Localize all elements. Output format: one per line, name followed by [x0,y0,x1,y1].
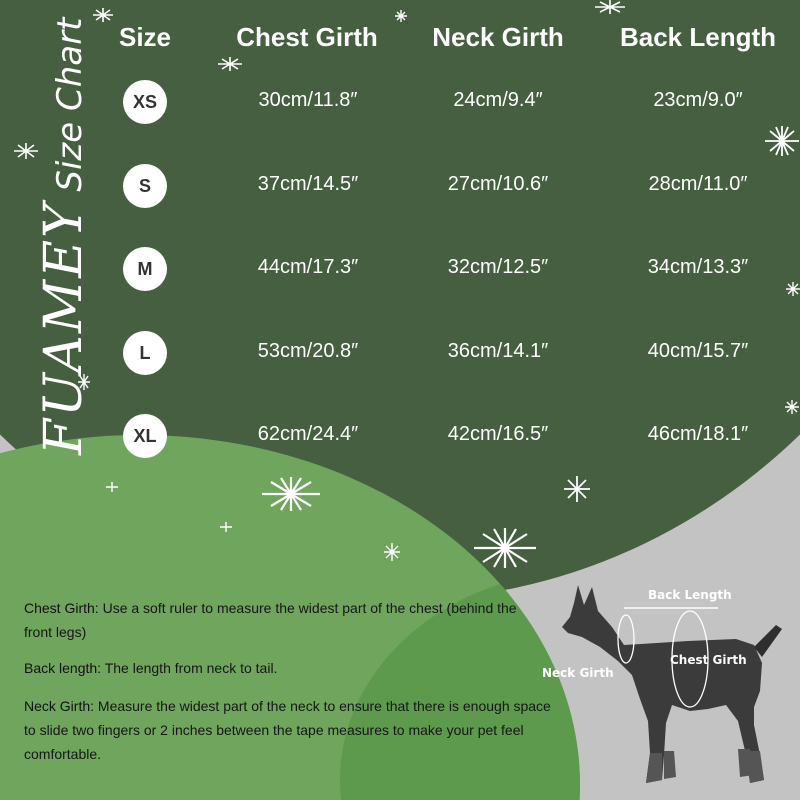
starburst-icon [785,400,799,414]
back-length-description [24,656,544,680]
back-value: 28cm/11.0″ [648,173,748,195]
back-value: 34cm/13.3″ [647,256,749,278]
back-length-label: Back Length [648,588,732,602]
chest-girth-description [24,596,544,644]
header-neck-girth: Neck Girth [432,22,564,52]
starburst-icon [474,528,536,568]
neck-girth-description [24,694,554,766]
description-key: Back length: [24,660,102,676]
starburst-icon [395,10,407,22]
size-row [0,80,800,124]
size-row [0,247,800,291]
description-key: Neck Girth: [24,698,95,714]
starburst-icon [106,482,118,492]
header-size: Size [118,22,172,52]
size-badge: L [123,331,167,375]
starburst-icon [595,0,625,14]
starburst-icon [93,8,113,22]
chest-girth-label: Chest Girth [670,653,747,667]
starburst-icon [218,57,242,71]
neck-value: 36cm/14.1″ [447,340,549,362]
description-text: The length from neck to tail. [101,660,278,676]
back-value: 40cm/15.7″ [647,340,749,362]
description-text: Use a soft ruler to measure the widest part of the chest (behind the front legs) [24,600,517,640]
chest-value: 53cm/20.8″ [257,340,359,362]
neck-value: 24cm/9.4″ [453,89,543,111]
chest-value: 62cm/24.4″ [257,423,359,445]
brand-name: FUAMEY [34,201,94,455]
header-chest-girth: Chest Girth [236,22,378,52]
dog-silhouette-icon [540,575,800,800]
neck-girth-label: Neck Girth [542,666,614,680]
chest-value: 30cm/11.8″ [258,89,358,111]
description-key: Chest Girth: [24,600,99,616]
size-badge: S [123,164,167,208]
neck-value: 32cm/12.5″ [447,256,549,278]
starburst-icon [384,543,400,561]
starburst-icon [262,477,320,511]
size-row [0,164,800,208]
starburst-icon [564,476,590,502]
chart-subtitle: Size Chart [50,17,90,192]
neck-value: 42cm/16.5″ [447,423,549,445]
size-badge: XS [123,80,167,124]
starburst-icon [220,522,232,532]
neck-value: 27cm/10.6″ [447,173,549,195]
description-text: Measure the widest part of the neck to ensure that there is enough space to slide two fingers or 2 inches between the tape measures to make your pet feel comfortable. [24,698,551,762]
chest-value: 44cm/17.3″ [257,256,359,278]
size-row [0,414,800,458]
chest-value: 37cm/14.5″ [257,173,359,195]
size-badge: XL [123,414,167,458]
size-row [0,331,800,375]
header-back-length: Back Length [619,22,777,52]
size-badge: M [123,247,167,291]
starburst-icon [765,126,799,156]
back-value: 46cm/18.1″ [647,423,749,445]
back-value: 23cm/9.0″ [653,89,743,111]
